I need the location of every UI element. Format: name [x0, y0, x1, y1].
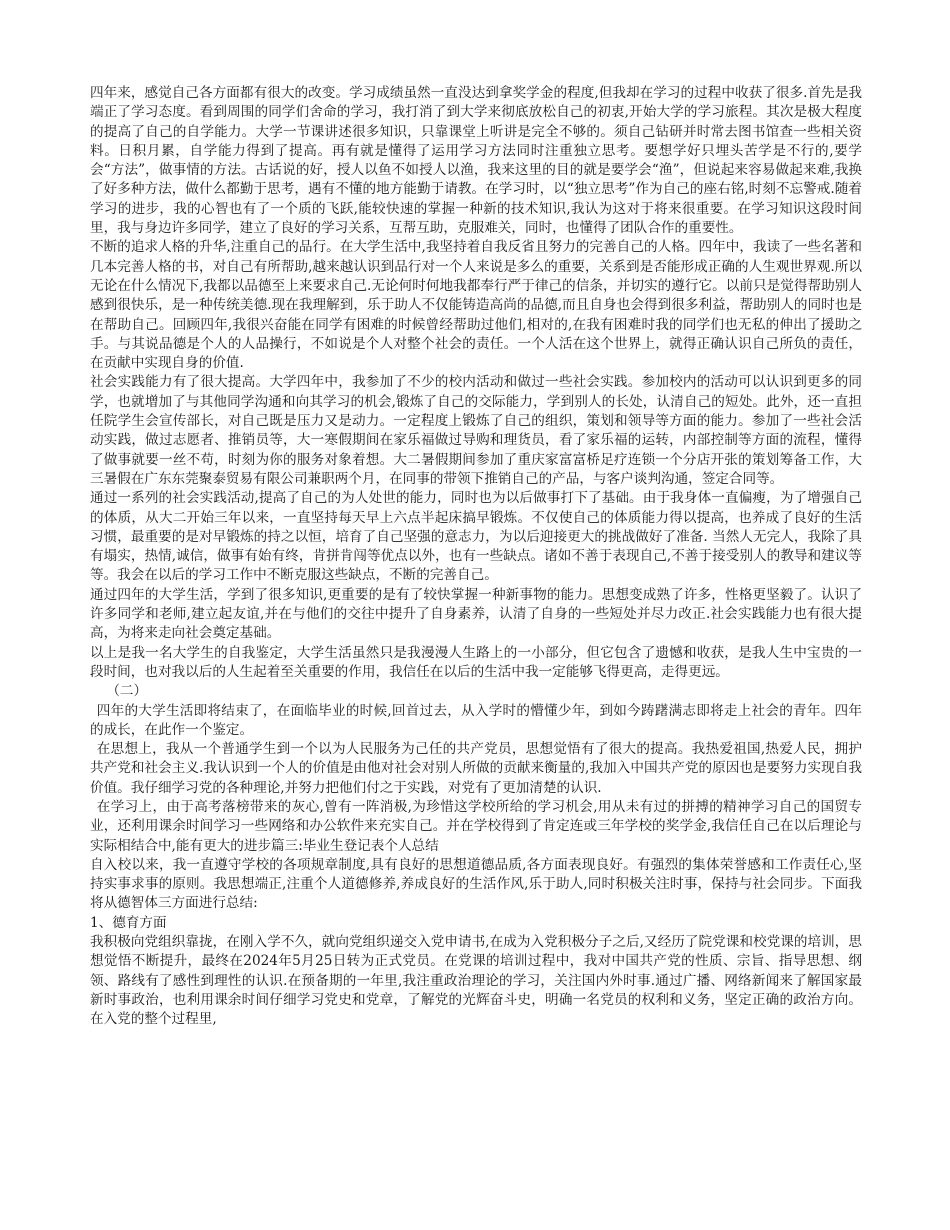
paragraph: 在学习上，由于高考落榜带来的灰心,曾有一阵消极,为珍惜这学校所给的学习机会,用从未有过的拼搏的精神学习自己的国贸专业，还利用课余时间学习一些网络和办公软件来充实自己。并在学校得到了肯定连或三年学校的奖学金,我信任自己在以后理论与实际相结合中,能有更大的进步篇三:毕业生登记表个人总结	[90, 798, 862, 854]
section-heading: （二）	[106, 683, 148, 700]
paragraph: 在思想上，我从一个普通学生到一个以为人民服务为己任的共产党员，思想觉悟有了很大的提高。我热爱祖国,热爱人民，拥护共产党和社会主义.我认识到一个人的价值是由他对社会对别人所做的贡献来衡量的,我加入中国共产党的原因也是要努力实现自我价值。我仔细学习党的各种理论,并努力把他们付之于实践，对党有了更加清楚的认识.	[90, 741, 862, 796]
paragraph: 通过一系列的社会实践活动,提高了自己的为人处世的能力，同时也为以后做事打下了基础。由于我身体一直偏瘦，为了增强自己的体质，从大二开始三年以来，一直坚持每天早上六点半起床搞早锻炼。不仅使自己的体质能力得以提高，也养成了良好的生活习惯，最重要的是对早锻炼的持之以恒，培育了自己坚强的意志力，为以后迎接更大的挑战做好了准备. 当然人无完人，我除了具有塌实，热情,诚信，做事有始有终，肯拼肯闯等优点以外，也有一些缺点。诸如不善于表现自己,不善于接受别人的教导和建议等等。我会在以后的学习工作中不断克服这些缺点，不断的完善自己。	[90, 490, 862, 584]
paragraph: 以上是我一名大学生的自我鉴定，大学生活虽然只是我漫漫人生路上的一小部分，但它包含了遗憾和收获，是我人生中宝贵的一段时间，也对我以后的人生起着至关重要的作用，我信任在以后的生活中我一定能够飞得更高，走得更远。	[90, 644, 862, 680]
paragraph: 我积极向党组织靠拢，在刚入学不久，就向党组织递交入党申请书,在成为入党积极分子之后,又经历了院党课和校党课的培训，思想觉悟不断提升，最终在2024年5月25日转为正式党员。在党课的培训过程中，我对中国共产党的性质、宗旨、指导思想、纲领、路线有了感性到理性的认识.在预备期的一年里,我注重政治理论的学习，关注国内外时事.通过广播、网络新闻来了解国家最新时事政治，也利用课余时间仔细学习党史和党章，了解党的光辉奋斗史，明确一名党员的权利和义务，坚定正确的政治方向。在入党的整个过程里,	[90, 934, 862, 1028]
paragraph: 四年来，感觉自己各方面都有很大的改变。学习成绩虽然一直没达到拿奖学金的程度,但我却在学习的过程中收获了很多.首先是我端正了学习态度。看到周围的同学们舍命的学习，我打消了到大学来彻底放松自己的初衷,开始大学的学习旅程。其次是极大程度的提高了自己的自学能力。大学一节课讲述很多知识，只靠课堂上听讲是完全不够的。须自己钻研并时常去图书馆查一些相关资料。日积月累，自学能力得到了提高。再有就是懂得了运用学习方法同时注重独立思考。要想学好只埋头苦学是不行的,要学会“方法”，做事情的方法。古话说的好，授人以鱼不如授人以渔，我来这里的目的就是要学会“渔”，但说起来容易做起来难,我换了好多种方法，做什么都勤于思考，遇有不懂的地方能勤于请教。在学习时，以“独立思考”作为自己的座右铭,时刻不忘警戒.随着学习的进步，我的心智也有了一个质的飞跃,能较快速的掌握一种新的技术知识,我认为这对于将来很重要。在学习知识这段时间里，我与身边许多同学，建立了良好的学习关系，互帮互助，克服难关，同时，也懂得了团队合作的重要性。	[90, 85, 862, 237]
paragraph: 通过四年的大学生活，学到了很多知识,更重要的是有了较快掌握一种新事物的能力。思想变成熟了许多，性格更坚毅了。认识了许多同学和老师,建立起友谊,并在与他们的交往中提升了自身素养，认清了自身的一些短处并尽力改正.社会实践能力也有很大提高，为将来走向社会奠定基础。	[90, 586, 862, 642]
paragraph: 四年的大学生活即将结束了，在面临毕业的时候,回首过去，从入学时的懵懂少年，到如今踌躇满志即将走上社会的青年。四年的成长，在此作一个鉴定。	[90, 702, 862, 738]
subsection-heading: 1、德育方面	[90, 914, 167, 931]
paragraph: 不断的追求人格的升华,注重自己的品行。在大学生活中,我坚持着自我反省且努力的完善自己的人格。四年中，我读了一些名著和几本完善人格的书，对自己有所帮助,越来越认识到品行对一个人来说是多么的重要，关系到是否能形成正确的人生观世界观.所以无论在什么情况下,我都以品德至上来要求自己.无论何时何地我都奉行严于律己的信条，并切实的遵行它。以前只是觉得帮助别人感到很快乐，是一种传统美德.现在我理解到，乐于助人不仅能铸造高尚的品德,而且自身也会得到很多利益，帮助别人的同时也是在帮助自己。回顾四年,我很兴奋能在同学有困难的时候曾经帮助过他们,相对的,在我有困难时我的同学们也无私的伸出了援助之手。与其说品德是个人的人品操行，不如说是个人对整个社会的责任。一个人活在这个世界上，就得正确认识自己所负的责任，在贡献中实现自身的价值.	[90, 239, 862, 372]
paragraph: 社会实践能力有了很大提高。大学四年中，我参加了不少的校内活动和做过一些社会实践。参加校内的活动可以认识到更多的同学，也就增加了与其他同学沟通和向其学习的机会,锻炼了自己的交际能力，学到别人的长处，认清自己的短处。此外，还一直担任院学生会宣传部长，对自己既是压力又是动力。一定程度上锻炼了自己的组织，策划和领导等方面的能力。参加了一些社会活动实践，做过志愿者、推销员等，大一寒假期间在家乐福做过导购和理货员，看了家乐福的运转，内部控制等方面的流程，懂得了做事就要一丝不苟，时刻为你的服务对象着想。大二暑假期间参加了重庆家富富桥足疗连锁一个分店开张的策划筹备工作，大三暑假在广东东莞聚泰贸易有限公司兼职两个月，在同事的带领下推销自己的产品，与客户谈判沟通，签定合同等。	[90, 374, 862, 487]
paragraph: 自入校以来，我一直遵守学校的各项规章制度,具有良好的思想道德品质,各方面表现良好。有强烈的集体荣誉感和工作责任心,坚持实事求事的原则。我思想端正,注重个人道德修养,养成良好的生活作风,乐于助人,同时积极关注时事，保持与社会同步。下面我将从德智体三方面进行总结:	[90, 856, 862, 912]
